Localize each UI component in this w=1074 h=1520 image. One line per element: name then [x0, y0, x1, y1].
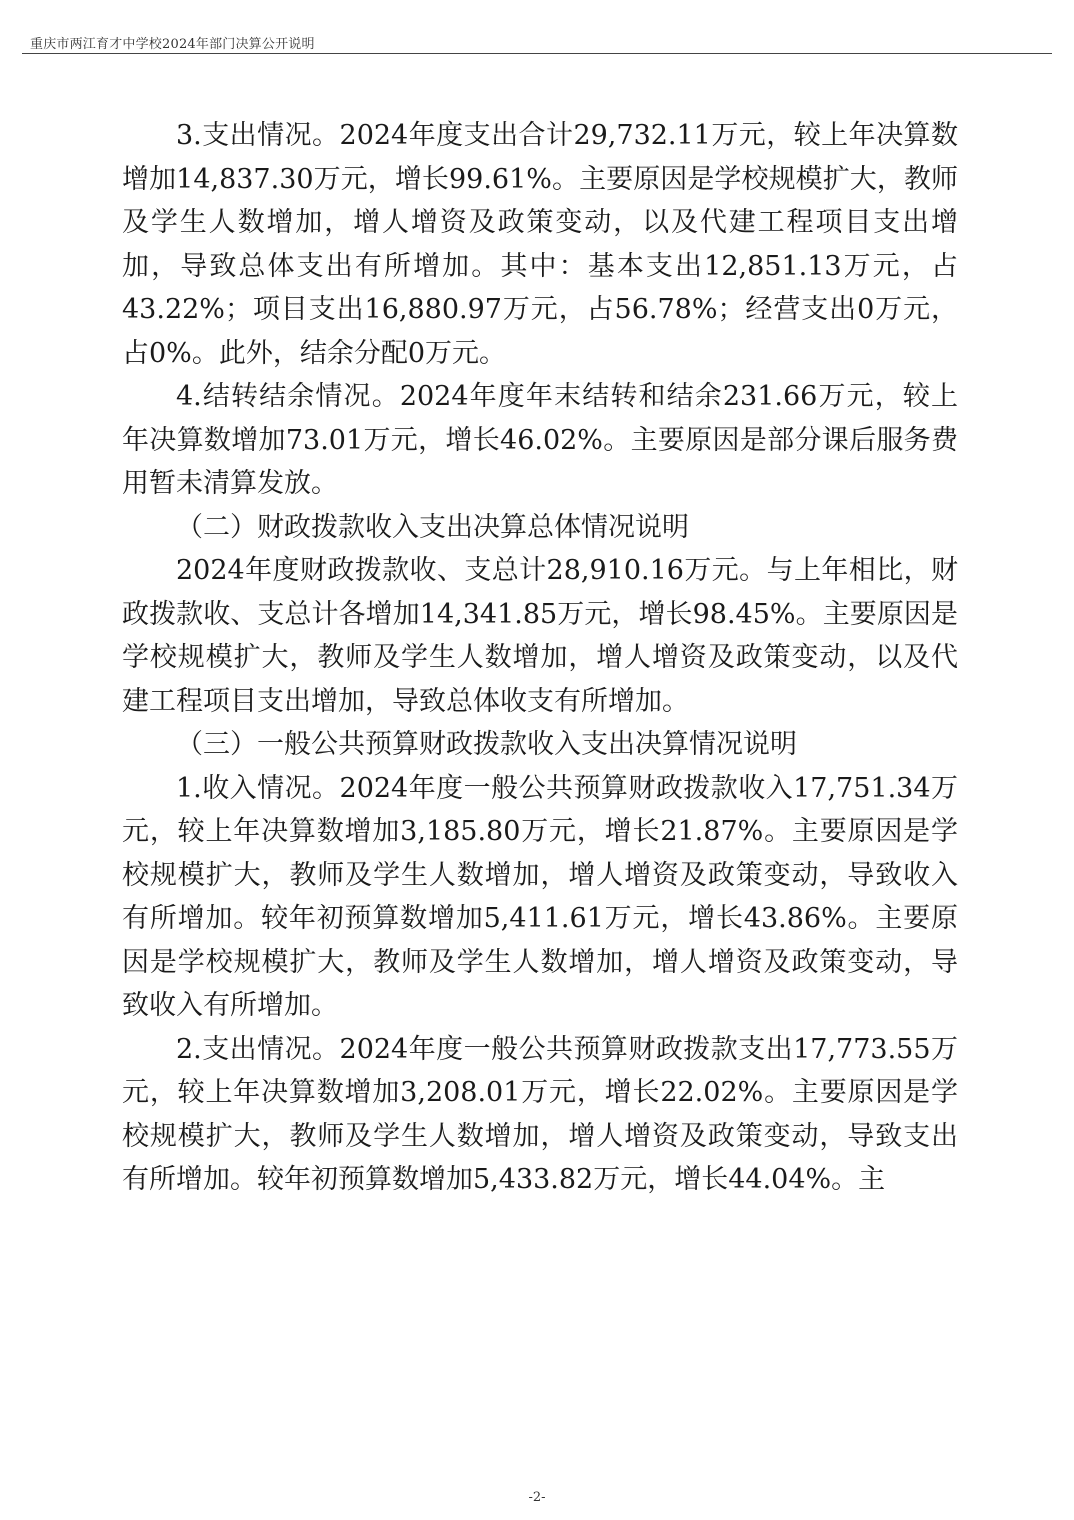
document-body	[122, 114, 958, 1202]
section-heading-fiscal-overview: （二）财政拨款收入支出决算总体情况说明	[176, 511, 689, 543]
paragraph-general-budget-expenditure: 2.支出情况。2024年度一般公共预算财政拨款支出17,773.55万元，较上年决算数增加3,208.01万元，增长22.02%。主要原因是学校规模扩大，教师及学生人数增加，增人增资及政策变动，导致支出有所增加。较年初预算数增加5,433.82万元，增长44.04%。主	[122, 1033, 958, 1195]
paragraph-expenditure: 3.支出情况。2024年度支出合计29,732.11万元，较上年决算数增加14,837.30万元，增长99.61%。主要原因是学校规模扩大，教师及学生人数增加，增人增资及政策变动，以及代建工程项目支出增加，导致总体支出有所增加。其中：基本支出12,851.13万元，占43.22%；项目支出16,880.97万元，占56.78%；经营支出0万元，占0%。此外，结余分配0万元。	[122, 120, 958, 369]
paragraph-general-budget-income: 1.收入情况。2024年度一般公共预算财政拨款收入17,751.34万元，较上年决算数增加3,185.80万元，增长21.87%。主要原因是学校规模扩大，教师及学生人数增加，增人增资及政策变动，导致收入有所增加。较年初预算数增加5,411.61万元，增长43.86%。主要原因是学校规模扩大，教师及学生人数增加，增人增资及政策变动，导致收入有所增加。	[122, 772, 958, 1021]
header-divider	[22, 53, 1052, 54]
section-heading-general-budget: （三）一般公共预算财政拨款收入支出决算情况说明	[176, 729, 797, 760]
paragraph-fiscal-overview: 2024年度财政拨款收、支总计28,910.16万元。与上年相比，财政拨款收、支总计各增加14,341.85万元，增长98.45%。主要原因是学校规模扩大，教师及学生人数增加，增人增资及政策变动，以及代建工程项目支出增加，导致总体收支有所增加。	[122, 555, 958, 717]
paragraph-carryover: 4.结转结余情况。2024年度年末结转和结余231.66万元，较上年决算数增加73.01万元，增长46.02%。主要原因是部分课后服务费用暂未清算发放。	[122, 381, 958, 499]
page-header-title: 重庆市两江育才中学校2024年部门决算公开说明	[30, 37, 315, 52]
page-number: -2-	[528, 1490, 546, 1505]
